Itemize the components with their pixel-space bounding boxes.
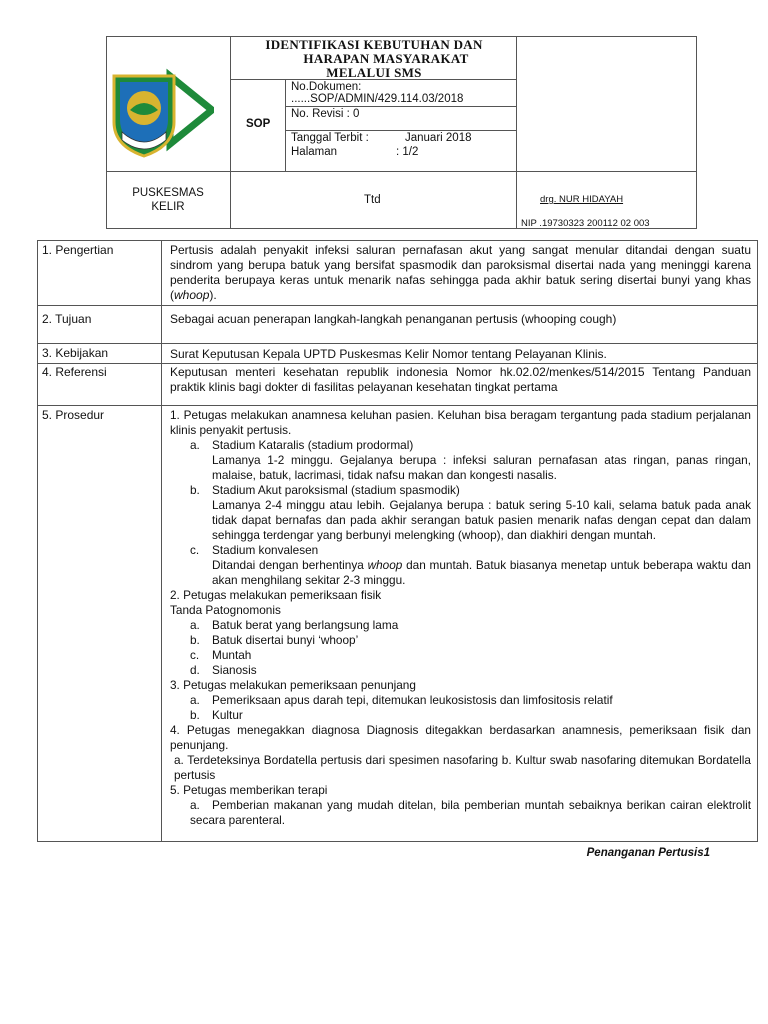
- doc-number-value: ......SOP/ADMIN/429.114.03/2018: [291, 93, 464, 105]
- step-3: 3. Petugas melakukan pemeriksaan penunjang: [170, 678, 416, 692]
- divider: [161, 240, 162, 842]
- row-text-prosedur: [170, 408, 751, 828]
- row-label-kebijakan: 3. Kebijakan: [42, 346, 109, 360]
- row-label-referensi: 4. Referensi: [42, 365, 107, 379]
- divider: [106, 171, 697, 172]
- issue-date-label: Tanggal Terbit :: [291, 132, 369, 144]
- step-1: 1. Petugas melakukan anamnesa keluhan pasien. Keluhan bisa beragam tergantung pada stadium perjalanan klinis penyakit pertusis.: [170, 408, 751, 437]
- step-1b-text: Lamanya 2-4 minggu atau lebih. Gejalanya berupa : batuk sering 5-10 kali, selama batuk pada anak tidak dapat bernafas dan pada akhir serangan batuk pasien menarik nafas dengan cepat dan dalam sehingga terdengar yang berbunyi melengking (whoop), dan diakhiri dengan muntah.: [212, 498, 751, 542]
- step-2-item: c. Muntah: [190, 648, 252, 662]
- step-5a: a. Pemberian makanan yang mudah ditelan, bila pemberian muntah sebaiknya berikan cairan elektrolit secara parenteral.: [190, 798, 751, 827]
- step-2-item: b. Batuk disertai bunyi ‘whoop’: [190, 633, 359, 647]
- divider: [230, 36, 231, 229]
- step-4: 4. Petugas menegakkan diagnosa Diagnosis ditegakkan berdasarkan anamnesis, pemeriksaan fisik dan penunjang.: [170, 723, 751, 752]
- shield-emblem-icon: [108, 66, 214, 158]
- divider: [37, 405, 758, 406]
- sop-label: SOP: [246, 118, 271, 130]
- step-1b-title: b. Stadium Akut paroksismal (stadium spasmodik): [190, 483, 460, 497]
- page-value: : 1/2: [396, 146, 419, 158]
- row-text-tujuan: Sebagai acuan penerapan langkah-langkah penanganan pertusis (whooping cough): [170, 312, 617, 326]
- sop-title: IDENTIFIKASI KEBUTUHAN DAN HARAPAN MASYARAKAT MELALUI SMS: [265, 37, 483, 80]
- signer-name: drg. NUR HIDAYAH: [540, 194, 624, 205]
- signature-placeholder: Ttd: [364, 194, 381, 206]
- page-footer: Penanganan Pertusis1: [586, 847, 710, 859]
- signer-nip: NIP .19730323 200112 02 003: [521, 218, 650, 229]
- revision-number: No. Revisi : 0: [291, 108, 360, 120]
- row-text-referensi: Keputusan menteri kesehatan republik indonesia Nomor hk.02.02/menkes/514/2015 Tentang Panduan praktik klinis bagi dokter di fasilitas pelayanan kesehatan tingkat pertama: [170, 365, 751, 394]
- divider: [37, 343, 758, 344]
- organization-name: PUSKESMAS KELIR: [132, 187, 204, 213]
- row-label-tujuan: 2. Tujuan: [42, 312, 92, 326]
- row-label-pengertian: 1. Pengertian: [42, 243, 114, 257]
- step-2-item: d. Sianosis: [190, 663, 257, 677]
- doc-number-label: No.Dokumen:: [291, 81, 362, 93]
- step-2-item: a. Batuk berat yang berlangsung lama: [190, 618, 399, 632]
- step-2-subtitle: Tanda Patognomonis: [170, 603, 281, 617]
- step-2: 2. Petugas melakukan pemeriksaan fisik: [170, 588, 382, 602]
- divider: [516, 36, 517, 229]
- issue-date-value: Januari 2018: [405, 132, 472, 144]
- puskesmas-logo: [108, 66, 214, 158]
- page-label: Halaman: [291, 146, 338, 158]
- row-label-prosedur: 5. Prosedur: [42, 408, 105, 422]
- step-3-item: a. Pemeriksaan apus darah tepi, ditemukan leukosistosis dan limfositosis relatif: [190, 693, 613, 707]
- step-1a-text: Lamanya 1-2 minggu. Gejalanya berupa : infeksi saluran pernafasan atas ringan, panas ringan, malaise, batuk, lacrimasi, tidak nafsu makan dan kongesti nasalis.: [212, 453, 751, 482]
- row-text-kebijakan: Surat Keputusan Kepala UPTD Puskesmas Kelir Nomor tentang Pelayanan Klinis.: [170, 347, 607, 361]
- step-4a: a. Terdeteksinya Bordatella pertusis dari spesimen nasofaring b. Kultur swab nasofaring ditemukan Bordatella pertusis: [174, 753, 751, 782]
- divider: [37, 363, 758, 364]
- step-5: 5. Petugas memberikan terapi: [170, 783, 328, 797]
- step-1c-title: c. Stadium konvalesen: [190, 543, 319, 557]
- divider: [37, 305, 758, 306]
- row-text-pengertian: Pertusis adalah penyakit infeksi saluran pernafasan akut yang sangat menular ditandai dengan suatu sindrom yang berupa batuk yang bersifat spasmodik dan paroksismal disertai nada yang meninggi karena penderita berupaya keras untuk menarik nafas sehingga pada akhir batuk sering disertai bunyi yang khas (whoop).: [170, 243, 751, 302]
- step-1a-title: a. Stadium Kataralis (stadium prodormal): [190, 438, 414, 452]
- divider: [285, 79, 286, 171]
- step-3-item: b. Kultur: [190, 708, 243, 722]
- step-1c-text: Ditandai dengan berhentinya whoop dan muntah. Batuk biasanya menetap untuk beberapa waktu dan akan menghilang sekitar 2-3 minggu.: [212, 558, 751, 587]
